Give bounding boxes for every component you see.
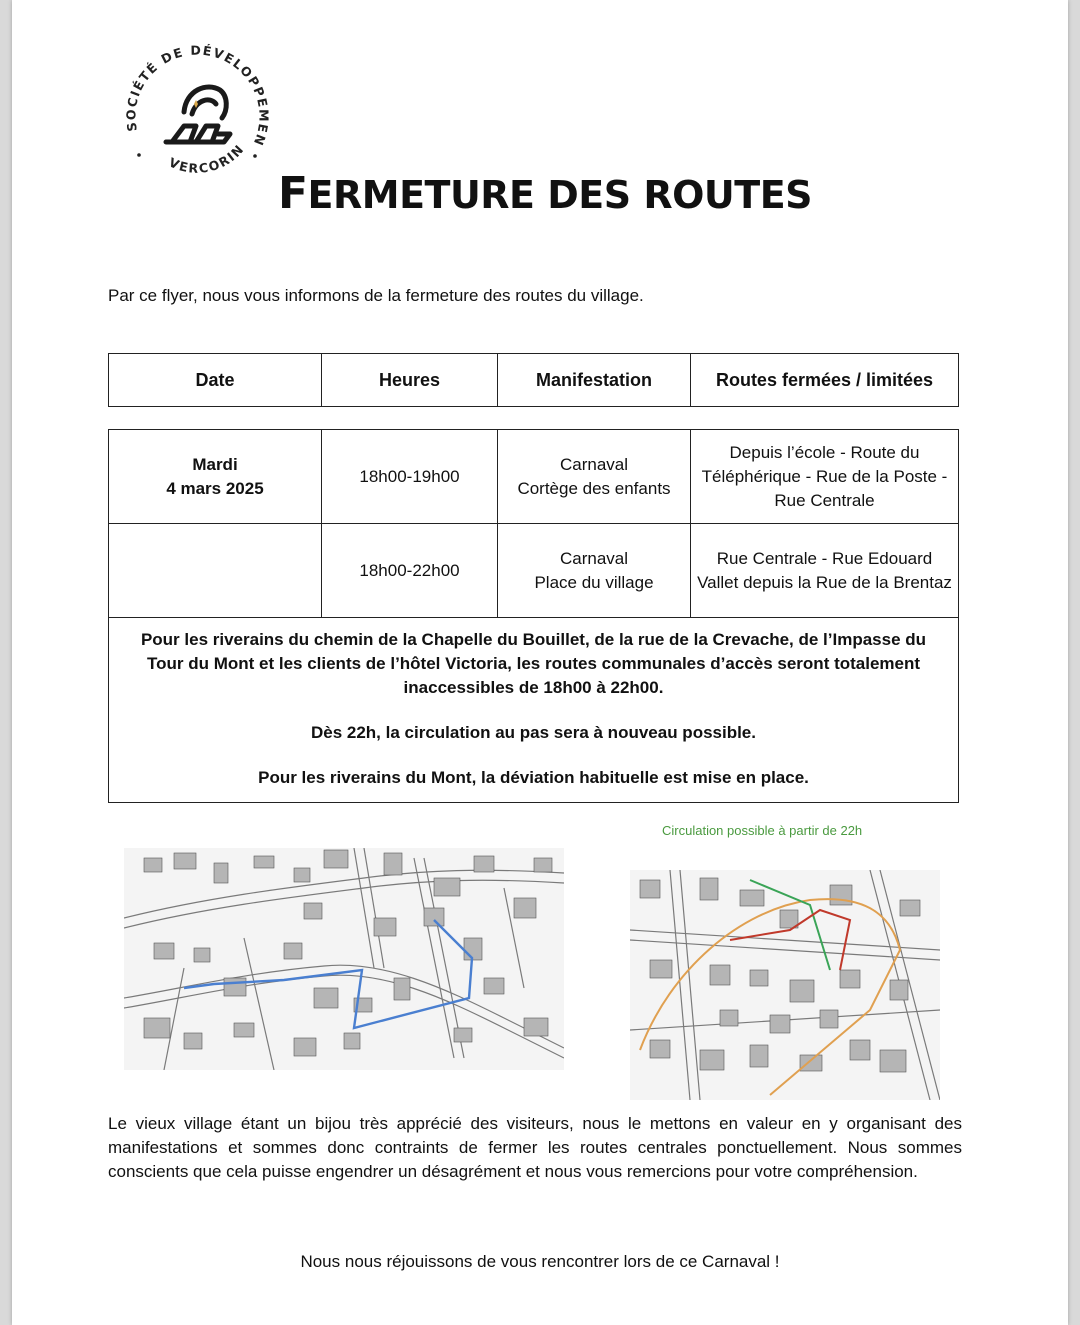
cell-hours: 18h00-19h00 xyxy=(322,430,498,524)
notice-access: Pour les riverains du chemin de la Chapelle du Bouillet, de la rue de la Crevache, de l’Impasse du Tour du Mont et les clients de l’hôtel Victoria, les routes communales d’accès seront totalement inaccessibles de 18h00 à 22h00. xyxy=(140,630,927,697)
map-caption: Circulation possible à partir de 22h xyxy=(662,823,863,838)
title-first-letter: F xyxy=(277,168,308,219)
cell-event xyxy=(498,430,691,524)
header-date: Date xyxy=(109,354,322,407)
cell-date xyxy=(109,524,322,618)
logo-arc-bottom-text: VERCORIN xyxy=(166,141,248,176)
table-row xyxy=(109,524,959,618)
schedule-table xyxy=(108,429,959,803)
header-manifestation: Manifestation xyxy=(498,354,691,407)
header-heures: Heures xyxy=(322,354,498,407)
cell-routes: Depuis l’école - Route du Téléphérique - Rue de la Poste - Rue Centrale xyxy=(691,430,959,524)
intro-text: Par ce flyer, nous vous informons de la fermeture des routes du village. xyxy=(108,286,644,305)
header-routes: Routes fermées / limitées xyxy=(691,354,959,407)
date-day: Mardi xyxy=(192,454,238,474)
body-paragraph: Le vieux village étant un bijou très apprécié des visiteurs, nous le mettons en valeur en y organisant des manifestations et sommes donc contraints de fermer les routes centrales ponctuellement. Nous sommes conscients que cela puisse engendrer un désagrément et nous vous remercions pour votre compréhension. xyxy=(108,1114,962,1181)
closing-line: Nous nous réjouissons de vous rencontrer lors de ce Carnaval ! xyxy=(300,1252,780,1271)
event-name: Carnaval xyxy=(559,548,629,568)
date-full: 4 mars 2025 xyxy=(166,478,264,498)
title-rest: ERMETURE DES ROUTES xyxy=(307,173,813,217)
logo-arc-top-text: SOCIÉTÉ DE DÉVELOPPEMEN xyxy=(123,42,272,149)
schedule-header-table xyxy=(108,353,959,407)
cell-hours: 18h00-22h00 xyxy=(322,524,498,618)
cell-routes: Rue Centrale - Rue Edouard Vallet depuis la Rue de la Brentaz xyxy=(691,524,959,618)
event-detail: Place du village xyxy=(534,572,654,592)
notice-deviation: Pour les riverains du Mont, la déviation habituelle est mise en place. xyxy=(258,768,809,787)
residents-notice xyxy=(109,618,959,803)
event-detail: Cortège des enfants xyxy=(517,478,671,498)
event-name: Carnaval xyxy=(559,454,629,474)
page-title xyxy=(12,168,1068,219)
flyer-page xyxy=(12,0,1068,1325)
cell-event xyxy=(498,524,691,618)
cell-date xyxy=(109,430,322,524)
table-row xyxy=(109,430,959,524)
route-map-children-parade xyxy=(124,848,564,1070)
route-map-village-square xyxy=(630,870,940,1100)
notice-traffic: Dès 22h, la circulation au pas sera à nouveau possible. xyxy=(310,723,756,742)
